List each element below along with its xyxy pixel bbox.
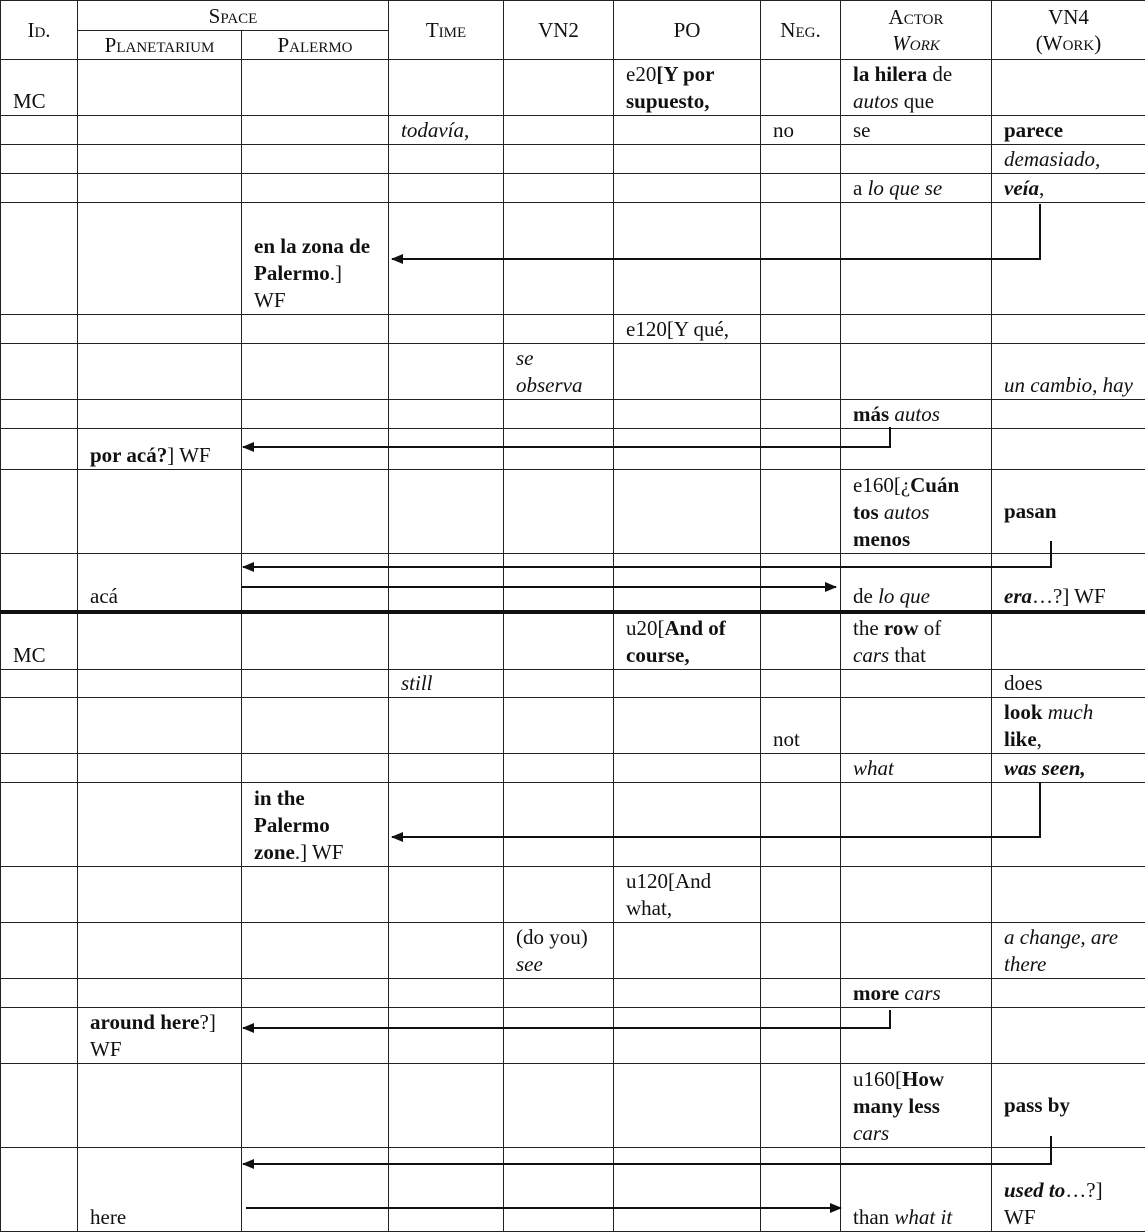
es-row-1: [1, 60, 1145, 116]
en-row-7: [1, 923, 1145, 979]
en-r11-vn4-a: used to: [1004, 1178, 1065, 1202]
en-r5-palermo-b: .] WF: [295, 840, 344, 864]
en-r1-actor: [841, 612, 992, 670]
en-r10-actor: [841, 1064, 992, 1148]
es-r11-actor: [841, 554, 992, 612]
es-r5-palermo-b: .]: [330, 261, 342, 285]
es-r10-actor-c: autos: [879, 500, 930, 524]
en-r1-actor-d: cars: [853, 643, 889, 667]
es-row-7: [1, 344, 1145, 400]
es-r11-planetarium: acá: [78, 554, 242, 612]
en-r5-palermo-a: in the Palermo zone: [254, 786, 330, 864]
es-row-10: [1, 470, 1145, 554]
es-r10-actor-a: e160[¿: [853, 473, 910, 497]
en-r6-po: u120[And what,: [614, 867, 761, 923]
en-r2-vn4: does: [992, 670, 1145, 698]
vn4-work-label: (Work): [1036, 31, 1101, 55]
es-row-3: [1, 145, 1145, 174]
en-r7-vn4: a change, are there: [992, 923, 1145, 979]
en-r11-planetarium: here: [78, 1148, 242, 1232]
es-r1-actor: [841, 60, 992, 116]
en-r9-plan-a: around here: [90, 1010, 200, 1034]
en-r11-vn4-b: …?] WF: [1004, 1178, 1103, 1229]
en-r1-actor-e: that: [889, 643, 926, 667]
col-header-space: Space: [78, 1, 389, 31]
es-r4-actor: [841, 174, 992, 203]
es-r4-vn4: [992, 174, 1145, 203]
es-r8-actor-a: más: [853, 402, 889, 426]
en-r8-actor-b: cars: [899, 981, 940, 1005]
es-r8-actor-b: autos: [889, 402, 940, 426]
en-r8-actor: [841, 979, 992, 1008]
en-row-6: [1, 867, 1145, 923]
en-r10-vn4: pass by: [992, 1064, 1145, 1148]
en-row-11: [1, 1148, 1145, 1232]
en-r3-vn4-c: like: [1004, 727, 1037, 751]
en-r1-po-b: And of course,: [626, 616, 726, 667]
col-header-vn4: [992, 1, 1145, 60]
es-r10-vn4: pasan: [992, 470, 1145, 554]
en-r11-vn4: [992, 1148, 1145, 1232]
es-r1-id: MC: [1, 60, 78, 116]
en-row-10: [1, 1064, 1145, 1148]
col-header-vn2: VN2: [504, 1, 614, 60]
en-r5-palermo: [242, 783, 389, 867]
en-r1-id: MC: [1, 612, 78, 670]
col-header-po: PO: [614, 1, 761, 60]
en-r11-actor-a: than: [853, 1205, 894, 1229]
en-r7-vn2-b: see: [516, 952, 543, 976]
es-r6-po: e120[Y qué,: [614, 315, 761, 344]
es-r11-actor-a: de: [853, 584, 878, 608]
es-r3-vn4: demasiado,: [992, 145, 1145, 174]
vn4-label: VN4: [1048, 5, 1089, 29]
es-row-6: [1, 315, 1145, 344]
col-header-neg: Neg.: [761, 1, 841, 60]
es-r1-actor-d: que: [899, 89, 935, 113]
col-header-palermo: Palermo: [242, 31, 389, 60]
es-r2-neg: no: [761, 116, 841, 145]
en-r3-vn4-a: look: [1004, 700, 1043, 724]
en-r3-vn4: [992, 698, 1145, 754]
es-row-2: [1, 116, 1145, 145]
es-r5-palermo: [242, 203, 389, 315]
es-r4-vn4-a: veía: [1004, 176, 1039, 200]
es-r4-actor-a: a: [853, 176, 868, 200]
es-r11-vn4: [992, 554, 1145, 612]
en-r1-po: [614, 612, 761, 670]
en-row-9: [1, 1008, 1145, 1064]
es-r1-actor-a: la hilera: [853, 62, 927, 86]
en-r10-actor-c: cars: [853, 1121, 889, 1145]
es-row-4: [1, 174, 1145, 203]
en-r4-actor: what: [841, 754, 992, 783]
es-r11-vn4-b: …?] WF: [1032, 584, 1106, 608]
en-r3-neg: not: [761, 698, 841, 754]
es-r5-palermo-c: WF: [254, 288, 286, 312]
en-r1-actor-c: of: [919, 616, 942, 640]
es-r9-plan-b: ] WF: [167, 443, 210, 467]
col-header-time: Time: [389, 1, 504, 60]
en-row-3: [1, 698, 1145, 754]
en-r9-plan-b: ?] WF: [90, 1010, 216, 1061]
actor-label: Actor: [889, 5, 944, 29]
es-r5-palermo-a: en la zona de Palermo: [254, 234, 370, 285]
en-r9-planetarium: [78, 1008, 242, 1064]
es-r10-actor-b: Cuán tos: [853, 473, 959, 524]
es-r11-vn4-a: era: [1004, 584, 1032, 608]
en-r10-actor-b: How many less: [853, 1067, 944, 1118]
actor-work-label: Work: [892, 31, 940, 55]
en-row-5: [1, 783, 1145, 867]
col-header-actor: [841, 1, 992, 60]
es-r2-actor: se: [841, 116, 992, 145]
es-r2-vn4: parece: [992, 116, 1145, 145]
en-r7-vn2-a: (do you): [516, 925, 588, 949]
es-row-11: [1, 554, 1145, 612]
en-row-2: [1, 670, 1145, 698]
es-row-9: [1, 429, 1145, 470]
en-r1-actor-b: row: [884, 616, 919, 640]
es-r7-vn4: un cambio, hay: [992, 344, 1145, 400]
en-r11-actor-b: what it: [894, 1205, 952, 1229]
es-r4-vn4-b: ,: [1039, 176, 1044, 200]
en-r2-time: still: [389, 670, 504, 698]
col-header-id: Id.: [1, 1, 78, 60]
es-r1-actor-b: de: [927, 62, 952, 86]
en-r1-po-a: u20[: [626, 616, 665, 640]
es-r1-actor-c: autos: [853, 89, 899, 113]
en-row-1: [1, 612, 1145, 670]
es-r9-planetarium: [78, 429, 242, 470]
es-r10-actor-d: menos: [853, 527, 910, 551]
en-row-8: [1, 979, 1145, 1008]
es-r4-actor-b: lo que se: [868, 176, 943, 200]
en-r4-vn4: was seen,: [992, 754, 1145, 783]
col-header-planetarium: Planetarium: [78, 31, 242, 60]
es-r9-plan-a: por acá?: [90, 443, 167, 467]
header-row-1: [1, 1, 1145, 31]
es-r11-actor-b: lo que: [878, 584, 930, 608]
en-r10-actor-a: u160[: [853, 1067, 902, 1091]
es-r7-vn2: se observa: [504, 344, 614, 400]
en-r7-vn2: [504, 923, 614, 979]
en-r3-vn4-d: ,: [1037, 727, 1042, 751]
en-row-4: [1, 754, 1145, 783]
es-r1-po: [614, 60, 761, 116]
es-row-8: [1, 400, 1145, 429]
es-r1-po-b: [Y por supuesto,: [626, 62, 714, 113]
es-row-5: [1, 203, 1145, 315]
es-r10-actor: [841, 470, 992, 554]
en-r11-actor: [841, 1148, 992, 1232]
en-r3-vn4-b: much: [1043, 700, 1094, 724]
en-r1-actor-a: the: [853, 616, 884, 640]
es-r1-po-a: e20: [626, 62, 656, 86]
es-r2-time: todavía,: [389, 116, 504, 145]
es-r8-actor: [841, 400, 992, 429]
en-r8-actor-a: more: [853, 981, 899, 1005]
